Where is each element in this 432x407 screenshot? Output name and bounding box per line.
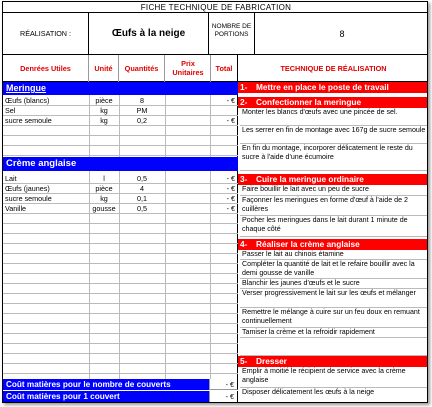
step-line: Verser progressivement le lait sur les œufs et mélanger xyxy=(240,289,428,308)
col-technique: TECHNIQUE DE RÉALISATION xyxy=(280,64,387,73)
header-row xyxy=(3,13,428,55)
item-total: - € xyxy=(226,174,235,183)
table-row xyxy=(3,314,238,324)
table-row xyxy=(3,334,238,344)
table-row xyxy=(3,324,238,334)
step-2 xyxy=(238,97,428,108)
step-line: Remettre le mélange à cuire sur un feu doux en remuant continuellement xyxy=(240,308,428,328)
table-row xyxy=(3,234,238,244)
column-headers xyxy=(3,55,428,82)
table-row xyxy=(3,254,238,264)
item-unit: l xyxy=(103,174,105,183)
table-row xyxy=(3,116,238,126)
step-title: Cuire la meringue ordinaire xyxy=(253,174,428,185)
col-denrees: Denrées Utiles xyxy=(3,55,89,82)
step-line: Monter les blancs d'œufs avec une pincée de sel. xyxy=(240,108,428,126)
step-line: Disposer délicatement les œufs à la neige xyxy=(242,388,375,396)
step-number: 2- xyxy=(238,97,253,108)
step-number: 5- xyxy=(238,356,253,367)
table-row xyxy=(3,204,238,214)
step-line xyxy=(240,338,428,356)
item-unit: pièce xyxy=(95,96,113,105)
table-row xyxy=(3,184,238,194)
table-row xyxy=(3,244,238,254)
step-line: Compléter la quantité de lait et le refaire bouillir avec la demi gousse de vanille xyxy=(240,260,428,279)
table-row xyxy=(3,304,238,314)
step-1 xyxy=(238,82,428,93)
item-name: Œufs (jaunes) xyxy=(5,184,50,193)
item-qty: 8 xyxy=(140,96,144,105)
item-unit: kg xyxy=(100,194,108,203)
table-row xyxy=(3,224,238,234)
step-number: 4- xyxy=(238,239,253,250)
item-unit: kg xyxy=(100,106,108,115)
table-row xyxy=(3,294,238,304)
item-qty: 0,1 xyxy=(137,194,147,203)
step-title: Confectionner la meringue xyxy=(253,97,428,108)
cout-unit-label: Coût matières pour 1 couvert xyxy=(3,391,209,402)
sheet-title: FICHE TECHNIQUE DE FABRICATION xyxy=(3,2,428,13)
table-row xyxy=(3,96,238,106)
item-total: - € xyxy=(226,116,235,125)
item-unit: gousse xyxy=(92,204,116,213)
table-row xyxy=(3,284,238,294)
step-line: Emplir à moitié le récipient de service avec la crème anglaise xyxy=(240,367,428,388)
step-title: Mettre en place le poste de travail xyxy=(253,82,428,93)
table-row xyxy=(3,194,238,204)
portions-label: NOMBRE DE PORTIONS xyxy=(211,23,252,38)
item-qty: 4 xyxy=(140,184,144,193)
col-unite: Unité xyxy=(89,55,119,82)
col-total: Total xyxy=(211,55,238,82)
step-4 xyxy=(238,239,428,250)
ingredients-table xyxy=(3,82,238,379)
step-line: Façonner les meringues en forme d'œuf à l'aide de 2 cuillères xyxy=(240,196,428,216)
item-qty: PM xyxy=(136,106,148,115)
realisation-label: RÉALISATION : xyxy=(3,13,89,55)
item-unit: kg xyxy=(100,116,108,125)
table-row xyxy=(3,364,238,374)
table-row xyxy=(3,174,238,184)
cout-unit-value: - € xyxy=(209,391,238,402)
table-row xyxy=(3,344,238,354)
item-total: - € xyxy=(226,194,235,203)
step-line: Tamiser la crème et la refroidir rapidement xyxy=(240,328,428,338)
recipe-name: Œufs à la neige xyxy=(89,13,209,55)
step-line: En fin du montage, incorporer délicatement le reste du sucre à l'aide d'une écumoire xyxy=(240,144,428,171)
table-row xyxy=(3,264,238,274)
item-unit: pièce xyxy=(95,184,113,193)
table-row xyxy=(3,354,238,364)
step-title: Dresser xyxy=(253,356,428,367)
item-qty: 0,2 xyxy=(137,116,147,125)
col-quantites: Quantités xyxy=(119,55,165,82)
recipe-sheet xyxy=(2,1,428,403)
section-creme-anglaise: Crème anglaise xyxy=(3,157,238,171)
table-row xyxy=(3,274,238,284)
item-qty: 0,5 xyxy=(137,174,147,183)
step-line: Les serrer en fin de montage avec 167g de sucre semoule xyxy=(240,126,428,144)
cout-total-value: - € xyxy=(209,379,238,390)
col-prix: Prix Unitaires xyxy=(172,59,204,77)
step-number: 3- xyxy=(238,174,253,185)
portions-value: 8 xyxy=(339,29,345,39)
item-qty: 0,5 xyxy=(137,204,147,213)
step-title: Réaliser la crème anglaise xyxy=(253,239,428,250)
item-name: sucre semoule xyxy=(5,116,52,125)
step-line: Pocher les meringues dans le lait durant 1 minute de chaque côté xyxy=(240,216,428,237)
table-row xyxy=(3,214,238,224)
step-line: Faire bouillir le lait avec un peu de sucre xyxy=(240,185,428,196)
step-3 xyxy=(238,174,428,185)
cout-total-label: Coût matières pour le nombre de couverts xyxy=(3,379,209,390)
item-total: - € xyxy=(226,204,235,213)
item-name: Sel xyxy=(5,106,16,115)
table-row xyxy=(3,106,238,116)
step-line: Passer le lait au chinois étamine xyxy=(240,250,428,260)
step-5 xyxy=(238,356,428,367)
table-row xyxy=(3,146,238,156)
section-meringue: Meringue xyxy=(3,82,238,95)
item-name: Vanille xyxy=(5,204,27,213)
step-line: Blanchir les jaunes d'œufs et le sucre xyxy=(240,279,428,289)
item-name: Œufs (blancs) xyxy=(5,96,50,105)
table-row xyxy=(3,136,238,146)
item-total: - € xyxy=(226,96,235,105)
item-name: sucre semoule xyxy=(5,194,52,203)
step-number: 1- xyxy=(238,82,253,93)
item-name: Lait xyxy=(5,174,17,183)
table-row xyxy=(3,126,238,136)
item-total: - € xyxy=(226,184,235,193)
